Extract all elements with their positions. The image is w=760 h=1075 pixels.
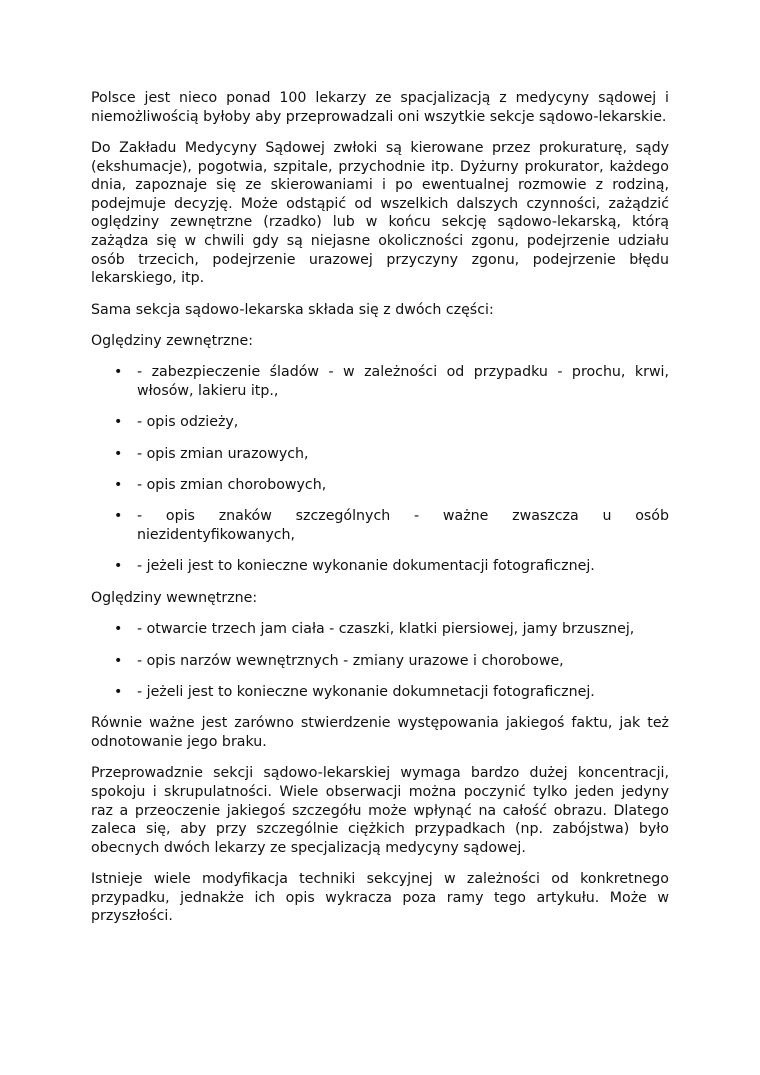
list-item-text: - opis zmian chorobowych, — [137, 477, 327, 494]
list-item — [91, 413, 669, 432]
list-item-text: - opis odzieży, — [137, 414, 239, 431]
paragraph-parts: Sama sekcja sądowo-lekarska składa się z dwóch części: — [91, 301, 494, 318]
list-item — [91, 445, 669, 464]
list-item — [91, 683, 669, 702]
bullet-icon: • — [114, 414, 123, 431]
bullet-icon: • — [114, 508, 123, 525]
bullet-icon: • — [114, 621, 123, 638]
list-item-text: - opis znaków szczególnych - ważne zwaszcza u osób niezidentyfikowanych, — [137, 508, 669, 544]
heading-internal: Oględziny wewnętrzne: — [91, 589, 258, 606]
list-item — [91, 652, 669, 671]
list-item-text: - zabezpieczenie śladów - w zależności od przypadku - prochu, krwi, włosów, lakieru itp., — [137, 364, 669, 399]
heading-external: Oględziny zewnętrzne: — [91, 332, 253, 349]
paragraph-procedure: Do Zakładu Medycyny Sądowej zwłoki są kierowane przez prokuraturę, sądy (ekshumacje), pogotwia, szpitale, przychodnie itp. Dyżurny prokurator, każdego dnia, zapoznaje się ze skierowaniami i po ewentualnej rozmowie z rodziną, podejmuje decyzję. Może odstąpić od wszelkich dalszych czynności, zażądzić oględziny zewnętrzne (rzadko) lub w końcu sekcję sądowo-lekarską, którą zażądza się w chwili gdy są niejasne okoliczności zgonu, podejrzenie udziału osób trzecich, podejrzenie urazowej przyczyny zgonu, podejrzenie błędu lekarskiego, itp. — [91, 139, 669, 287]
list-item — [91, 507, 669, 544]
bullet-icon: • — [114, 364, 123, 381]
list-item — [91, 557, 669, 576]
list-item-text: - otwarcie trzech jam ciała - czaszki, klatki piersiowej, jamy brzusznej, — [137, 621, 635, 638]
list-item-text: - jeżeli jest to konieczne wykonanie dokumentacji fotograficznej. — [137, 558, 595, 575]
bullet-icon: • — [114, 652, 123, 669]
list-item-text: - jeżeli jest to konieczne wykonanie dokumnetacji fotograficznej. — [137, 684, 595, 701]
list-item — [91, 476, 669, 495]
paragraph-modifications: Istnieje wiele modyfikacja techniki sekcyjnej w zależności od konkretnego przypadku, jednakże ich opis wykracza poza ramy tego artykułu. Może w przyszłości. — [91, 871, 669, 925]
list-item-text: - opis narzów wewnętrznych - zmiany urazowe i chorobowe, — [137, 652, 564, 669]
bullet-icon: • — [114, 477, 123, 494]
list-item — [91, 363, 669, 400]
bullet-icon: • — [114, 445, 123, 462]
list-internal — [91, 620, 669, 701]
document-page — [91, 89, 669, 926]
list-external — [91, 363, 669, 576]
paragraph-intro: Polsce jest nieco ponad 100 lekarzy ze spacjalizacją z medycyny sądowej i niemożliwością byłoby aby przeprowadzali oni wszytkie sekcje sądowo-lekarskie. — [91, 90, 669, 125]
bullet-icon: • — [114, 684, 123, 701]
bullet-icon: • — [114, 558, 123, 575]
paragraph-fact: Równie ważne jest zarówno stwierdzenie występowania jakiegoś faktu, jak też odnotowanie jego braku. — [91, 715, 669, 750]
list-item — [91, 620, 669, 639]
paragraph-concentration: Przeprowadznie sekcji sądowo-lekarskiej wymaga bardzo dużej koncentracji, spokoju i skrupulatności. Wiele obserwacji można poczynić tylko jeden jedyny raz a przeoczenie jakiegoś szczegółu może wpłynąć na całość obrazu. Dlatego zaleca się, aby przy szczególnie ciężkich przypadkach (np. zabójstwa) było obecnych dwóch lekarzy ze specjalizacją medycyny sądowej. — [91, 765, 669, 856]
list-item-text: - opis zmian urazowych, — [137, 445, 309, 462]
